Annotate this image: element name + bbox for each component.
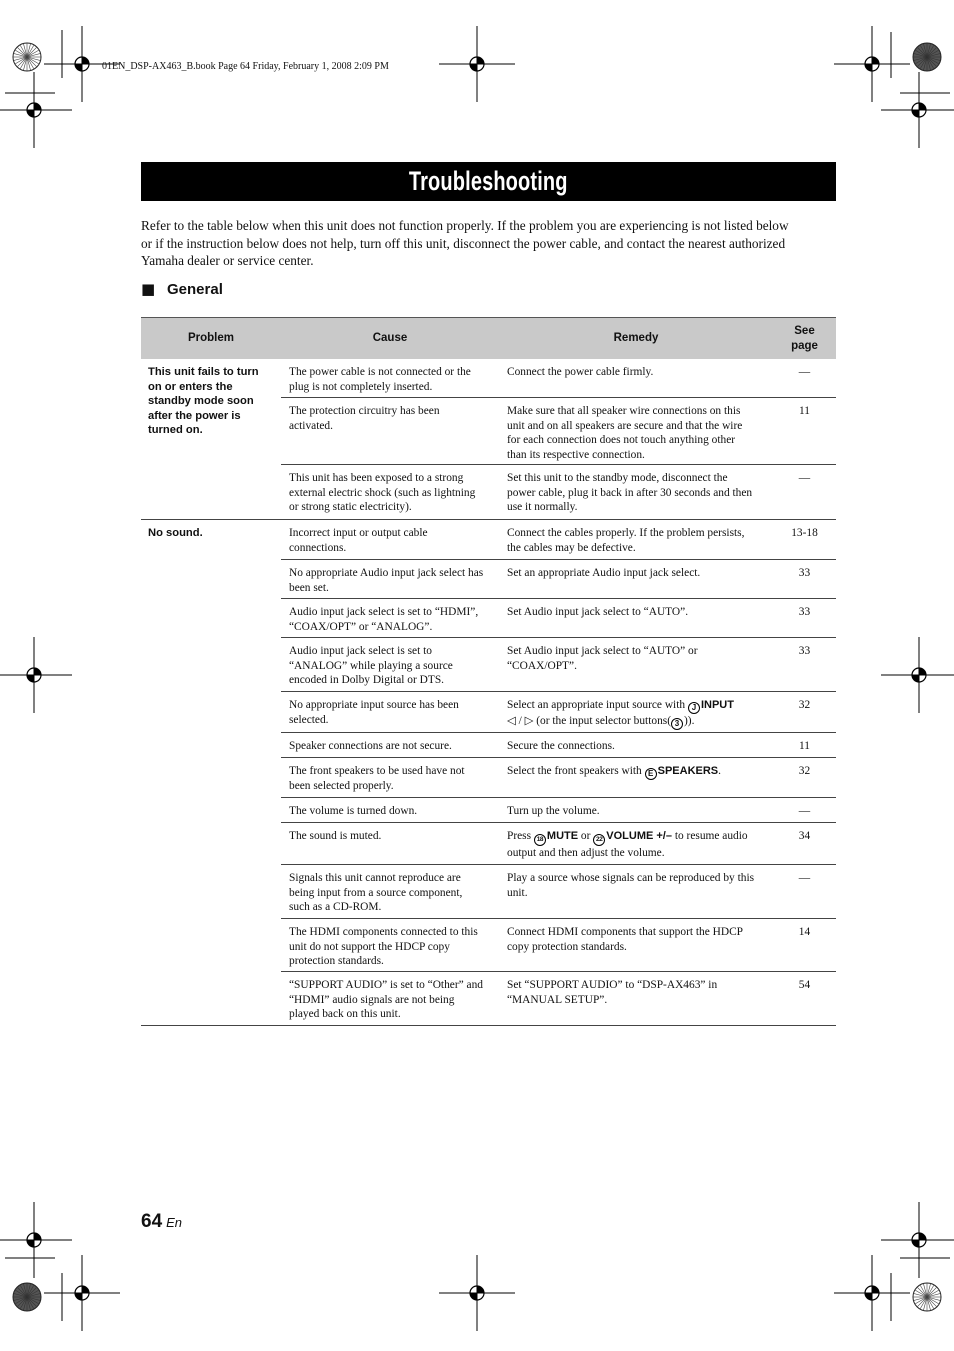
cause-line: The power cable is not connected or the (289, 366, 471, 378)
see-page-cell: — (773, 465, 836, 520)
remedy-line: Set “SUPPORT AUDIO” to “DSP-AX463” in (507, 979, 718, 991)
key-label: VOLUME +/– (606, 830, 672, 842)
cause-cell (281, 398, 499, 465)
remedy-line (507, 829, 773, 846)
cause-line: The volume is turned down. (289, 805, 418, 817)
problem-cell (141, 692, 281, 733)
table-row (141, 919, 836, 972)
cause-line: plug is not completely inserted. (289, 380, 433, 393)
remedy-cell (499, 520, 773, 560)
cause-line: been selected properly. (289, 779, 394, 792)
problem-cell (141, 798, 281, 823)
see-page-cell: 32 (773, 758, 836, 798)
see-page-cell: 34 (773, 823, 836, 865)
cause-line: external electric shock (such as lightning (289, 486, 476, 499)
cause-line: The HDMI components connected to this (289, 926, 478, 938)
problem-cell (141, 359, 281, 437)
table-row (141, 560, 836, 599)
cause-line: being input from a source component, (289, 886, 463, 899)
key-label: INPUT (700, 699, 734, 711)
remedy-cell (499, 465, 773, 520)
see-page-cell: — (773, 359, 836, 398)
cause-line: played back on this unit. (289, 1008, 401, 1021)
problem-cell (141, 398, 281, 465)
page-number: 64 (141, 1211, 163, 1232)
problem-line: turned on. (148, 424, 203, 437)
remedy-line: unit. (507, 886, 528, 899)
table-row (141, 520, 836, 560)
intro-paragraph (141, 217, 789, 270)
header-cause (281, 318, 499, 359)
cause-line: The protection circuitry has been (289, 405, 440, 417)
registration-target-icon (0, 637, 72, 713)
remedy-line: copy protection standards. (507, 940, 627, 953)
cause-cell (281, 692, 499, 733)
table-header-row (141, 317, 836, 359)
remedy-line: use it normally. (507, 501, 578, 514)
cause-line: No appropriate Audio input jack select has (289, 567, 484, 579)
cause-line: “HDMI” audio signals are not being (289, 993, 455, 1006)
cause-cell (281, 560, 499, 599)
registration-target-icon (881, 637, 954, 713)
remedy-line: “MANUAL SETUP”. (507, 993, 608, 1006)
cause-cell (281, 919, 499, 972)
cause-line: connections. (289, 541, 347, 554)
remedy-line: “COAX/OPT”. (507, 659, 577, 672)
remedy-text: )). (684, 715, 695, 727)
cause-cell (281, 465, 499, 520)
table-row (141, 398, 836, 465)
remedy-line: Connect HDMI components that support the HDCP (507, 926, 744, 938)
cause-cell (281, 865, 499, 919)
see-page-cell: 32 (773, 692, 836, 733)
remedy-cell (499, 972, 773, 1026)
intro-line: Yamaha dealer or service center. (141, 253, 314, 268)
print-file-header: 01EN_DSP-AX463_B.book Page 64 Friday, February 1, 2008 2:09 PM (102, 61, 389, 72)
cause-line: such as a CD-ROM. (289, 901, 382, 914)
language-code: En (166, 1215, 183, 1230)
see-page-cell: — (773, 865, 836, 919)
section-title: General (167, 280, 223, 298)
circled-key-marker-icon: 18 (534, 834, 546, 846)
cause-line: “SUPPORT AUDIO” is set to “Other” and (289, 979, 483, 991)
remedy-text: Press (507, 830, 534, 842)
circled-key-marker-icon: 3 (671, 718, 683, 730)
remedy-cell (499, 560, 773, 599)
table-row (141, 798, 836, 823)
table-row (141, 823, 836, 865)
see-page-cell: 33 (773, 560, 836, 599)
problem-line: after the power is (148, 409, 241, 422)
cause-cell (281, 599, 499, 638)
remedy-line: Set an appropriate Audio input jack select. (507, 567, 701, 579)
table-row (141, 599, 836, 638)
table-row (141, 865, 836, 919)
table-row (141, 972, 836, 1026)
remedy-line: Turn up the volume. (507, 805, 600, 817)
header-cause-label: Cause (372, 332, 408, 344)
registration-target-icon (439, 26, 515, 102)
problem-cell (141, 758, 281, 798)
remedy-line: than its respective connection. (507, 448, 645, 461)
cause-line: “COAX/OPT” or “ANALOG”. (289, 620, 433, 633)
remedy-line: Secure the connections. (507, 740, 615, 752)
cause-line: Incorrect input or output cable (289, 527, 428, 539)
cause-line: activated. (289, 419, 333, 432)
remedy-line: Make sure that all speaker wire connections on this (507, 405, 741, 417)
cause-cell (281, 823, 499, 865)
cause-line: Signals this unit cannot reproduce are (289, 872, 461, 884)
remedy-cell (499, 398, 773, 465)
problem-cell (141, 638, 281, 692)
remedy-text: or (578, 830, 594, 842)
see-page-cell: 14 (773, 919, 836, 972)
header-see-page-label: See page (791, 324, 818, 352)
cause-line: been set. (289, 581, 329, 594)
header-remedy-label: Remedy (613, 332, 659, 344)
remedy-line: power cable, plug it back in after 30 seconds and then (507, 486, 753, 499)
problem-cell (141, 733, 281, 758)
cause-cell (281, 359, 499, 398)
remedy-text: ◁ / ▷ (or the input selector buttons( (507, 715, 671, 727)
problem-cell (141, 919, 281, 972)
color-registration-circle-icon (13, 43, 41, 71)
table-row (141, 758, 836, 798)
page-title: Troubleshooting (409, 166, 568, 196)
cause-line: or strong static electricity). (289, 501, 412, 514)
table-row (141, 692, 836, 733)
registration-target-icon (834, 1255, 910, 1331)
key-label: SPEAKERS (657, 765, 719, 777)
cause-line: selected. (289, 713, 329, 726)
intro-line: Refer to the table below when this unit does not function properly. If the problem you are experiencing is not listed below (141, 218, 789, 233)
color-registration-circle-icon (913, 43, 941, 71)
title-bar (141, 162, 836, 201)
problem-cell (141, 972, 281, 1026)
remedy-text: to resume audio (671, 830, 748, 842)
remedy-line: Connect the power cable firmly. (507, 366, 654, 378)
table-body (141, 359, 836, 1026)
problem-cell (141, 823, 281, 865)
cause-cell (281, 758, 499, 798)
remedy-line: Connect the cables properly. If the problem persists, (507, 527, 745, 539)
cause-line: protection standards. (289, 955, 384, 968)
see-page-cell: 54 (773, 972, 836, 1026)
remedy-cell (499, 359, 773, 398)
header-remedy (499, 318, 773, 359)
remedy-line: for each connection does not touch anything other (507, 434, 736, 447)
see-page-cell: 11 (773, 398, 836, 465)
cause-line: unit do not support the HDCP copy (289, 940, 450, 953)
problem-line: This unit fails to turn (148, 366, 259, 378)
remedy-cell (499, 638, 773, 692)
see-page-cell: 33 (773, 638, 836, 692)
cause-cell (281, 733, 499, 758)
remedy-line: output and then adjust the volume. (507, 847, 665, 859)
problem-cell (141, 465, 281, 520)
registration-target-icon (439, 1255, 515, 1331)
see-page-cell: 13-18 (773, 520, 836, 560)
registration-target-icon (0, 1202, 72, 1278)
intro-line: or if the instruction below does not help, turn off this unit, disconnect the power cable, and contact the nearest authorized (141, 235, 786, 251)
problem-line: standby mode soon (148, 395, 254, 408)
color-registration-circle-icon (13, 1283, 41, 1311)
remedy-line (507, 764, 773, 780)
remedy-line: Set Audio input jack select to “AUTO” or (507, 645, 698, 657)
problem-line: No sound. (148, 527, 203, 539)
remedy-line (507, 714, 773, 730)
cause-line: “ANALOG” while playing a source (289, 659, 453, 672)
key-label: MUTE (546, 830, 579, 842)
header-problem-label: Problem (187, 332, 234, 344)
remedy-line (507, 698, 773, 714)
problem-cell (141, 520, 281, 560)
circled-key-marker-icon: 22 (593, 834, 605, 846)
remedy-text: . (718, 765, 721, 777)
cause-cell (281, 638, 499, 692)
remedy-line: Play a source whose signals can be reproduced by this (507, 872, 755, 884)
remedy-line: unit and on all speakers are secure and that the wire (507, 419, 743, 432)
section-heading (141, 280, 223, 298)
page-footer (141, 1211, 182, 1233)
cause-line: Audio input jack select is set to (289, 645, 432, 657)
troubleshooting-table (141, 317, 836, 1026)
remedy-cell (499, 798, 773, 823)
remedy-cell (499, 733, 773, 758)
circled-key-marker-icon: E (645, 768, 657, 780)
registration-target-icon (881, 1202, 954, 1278)
cause-line: This unit has been exposed to a strong (289, 472, 464, 484)
registration-target-icon (0, 72, 72, 148)
registration-target-icon (834, 26, 910, 102)
cause-line: No appropriate input source has been (289, 699, 459, 711)
remedy-cell (499, 692, 773, 733)
header-see-page (773, 318, 836, 359)
cause-line: The sound is muted. (289, 830, 382, 842)
problem-cell (141, 560, 281, 599)
color-registration-circle-icon (913, 1283, 941, 1311)
see-page-cell: 11 (773, 733, 836, 758)
registration-target-icon (44, 1255, 120, 1331)
remedy-cell (499, 823, 773, 865)
problem-cell (141, 599, 281, 638)
remedy-line: the cables may be defective. (507, 541, 636, 554)
cause-line: Speaker connections are not secure. (289, 740, 452, 752)
table-row (141, 733, 836, 758)
cause-line: Audio input jack select is set to “HDMI”, (289, 606, 479, 618)
registration-target-icon (881, 72, 954, 148)
remedy-cell (499, 599, 773, 638)
table-row (141, 465, 836, 520)
circled-key-marker-icon: J (688, 702, 700, 714)
remedy-line: Set Audio input jack select to “AUTO”. (507, 606, 689, 618)
remedy-cell (499, 758, 773, 798)
remedy-text: Select an appropriate input source with (507, 699, 688, 711)
remedy-cell (499, 865, 773, 919)
square-bullet-icon: ■ (141, 280, 156, 298)
problem-line: on or enters the (148, 380, 233, 393)
remedy-line: Set this unit to the standby mode, disconnect the (507, 472, 728, 484)
cause-line: encoded in Dolby Digital or DTS. (289, 674, 445, 687)
problem-cell (141, 865, 281, 919)
see-page-cell: — (773, 798, 836, 823)
cause-line: The front speakers to be used have not (289, 765, 465, 777)
remedy-cell (499, 919, 773, 972)
header-problem (141, 318, 281, 359)
cause-cell (281, 798, 499, 823)
cause-cell (281, 520, 499, 560)
remedy-text: Select the front speakers with (507, 765, 645, 777)
see-page-cell: 33 (773, 599, 836, 638)
table-row (141, 638, 836, 692)
cause-cell (281, 972, 499, 1026)
